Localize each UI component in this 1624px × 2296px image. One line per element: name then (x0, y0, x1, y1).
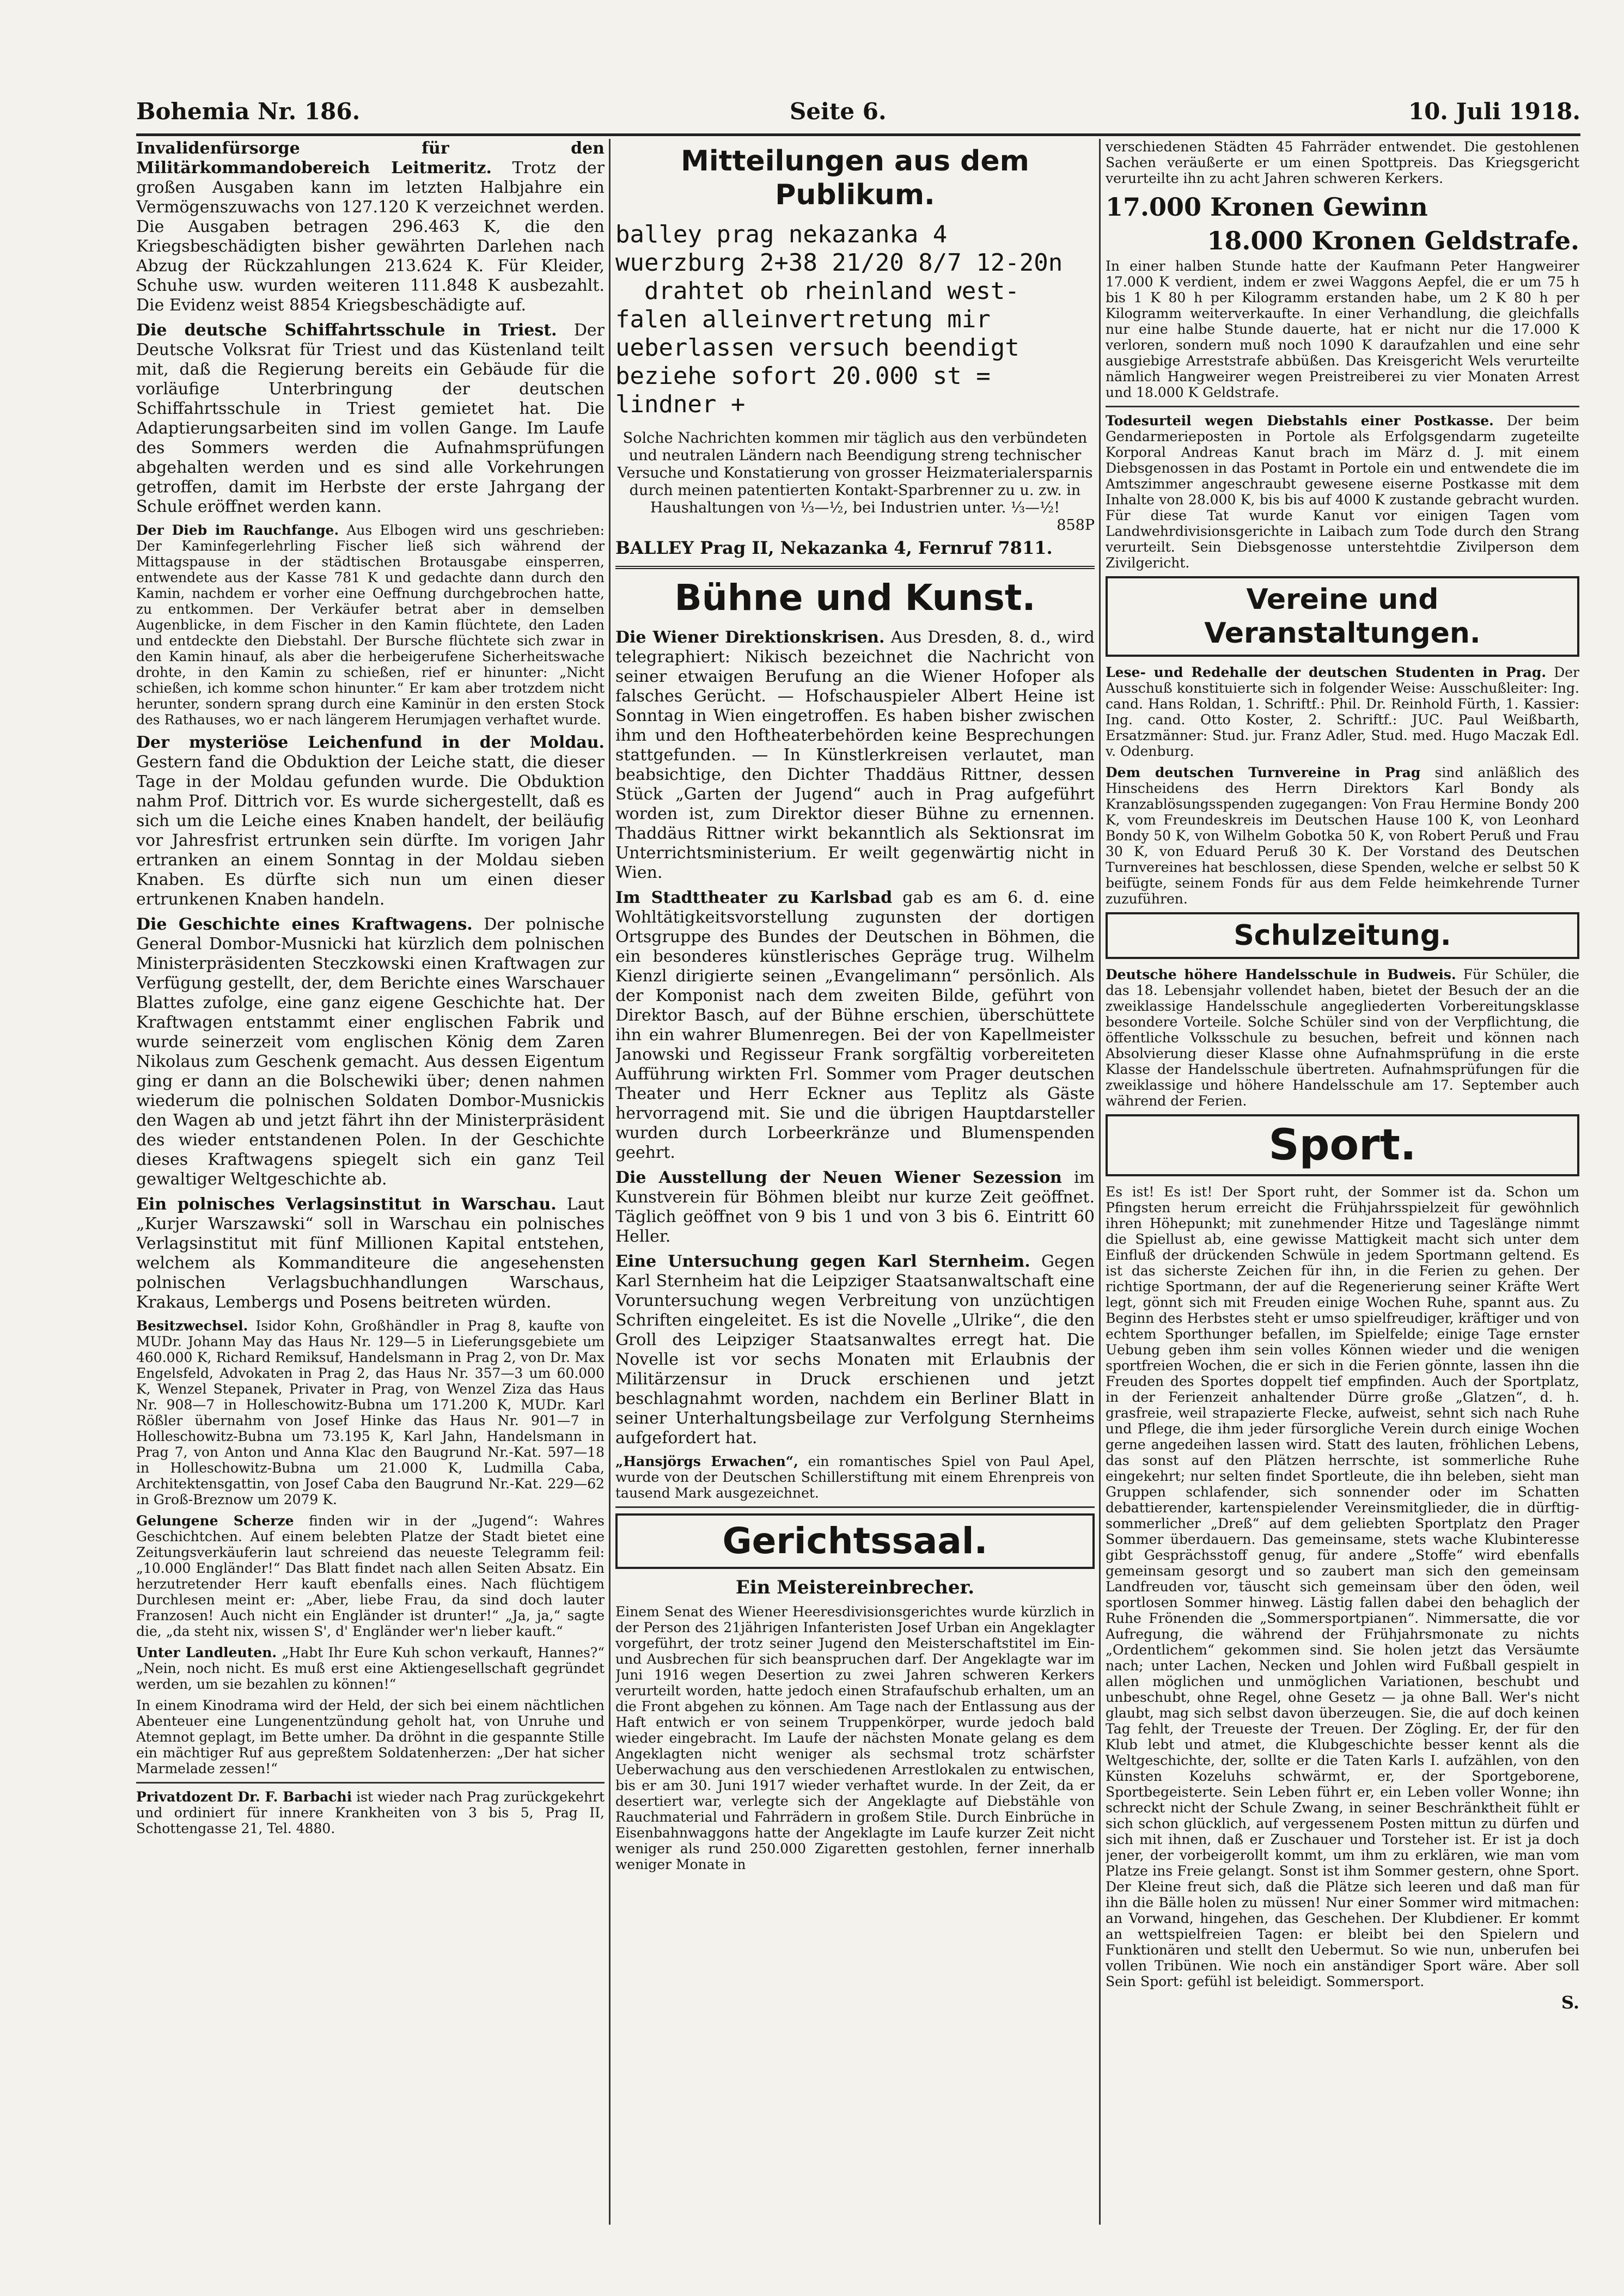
article-leichenfund: Der mysteriöse Leichenfund in der Moldau. Gestern fand die Obduktion der Leiche statt, die dieser Tage in der Moldau gefunden wurde. Die Obduktion nahm Prof. Dittrich vor. Es wurde sichergestellt, daß es sich um die Leiche eines Knaben handelt, der beiläufig vor Jahresfrist ertrunken sein dürfte. Im vorigen Jahr ertranken an einem Sonntag in der Moldau sieben Knaben. Es dürfte sich nun um einen dieser ertrunkenen Knaben handeln. (136, 733, 605, 909)
column-1 (136, 139, 605, 2225)
advertisement (615, 144, 1095, 569)
article-meistereinbrecher-cont: verschiedenen Städten 45 Fahrräder entwendet. Die gestohlenen Sachen veräußerte er um einen Spottpreis. Das Kriegsgericht verurteilte ihn zu acht Jahren schweren Kerkers. (1106, 139, 1579, 186)
article-todesurteil: Todesurteil wegen Diebstahls einer Postkasse. Der beim Gendarmerieposten in Portole als Erfolgsgendarm zugeteilte Korporal Andreas Kanut brach im März d. J. mit einem Diebsgenossen in das Postamt in Portole ein und entwendete die im Amtszimmer angeschraubt gewesene eiserne Postkasse mit dem Inhalte von 28.000 K, bis bis auf 4000 K zustande gebracht wurden. Für diese Tat wurde Kanut vor einigen Tagen vom Landwehrdivisionsgerichte in Laibach zum Tode durch den Strang verurteilt. Sein Diebsgenosse unterstehtdie Zivilperson dem Zivilgericht. (1106, 413, 1579, 571)
article-schiffahrtsschule: Die deutsche Schiffahrtsschule in Triest. Der Deutsche Volksrat für Triest und das Küstenland teilt mit, daß die Regierung bereits ein Gebäude für die vorläufige Unterbringung der deutschen Schiffahrtsschule in Triest gemietet hat. Die Adaptierungsarbeiten sind im vollen Gange. Im Laufe des Sommers werden die Aufnahmsprüfungen abgehalten werden und es sind alle Vorkehrungen getroffen, damit im Herbste der erste Jahrgang der Schule eröffnet werden kann. (136, 321, 605, 516)
divider (136, 1782, 605, 1784)
article-besitzwechsel: Besitzwechsel. Isidor Kohn, Großhändler in Prag 8, kaufte von MUDr. Johann May das Haus Nr. 129—5 in Lieferungsgebiete um 460.000 K, Richard Remiksuf, Handelsmann in Prag 2, von Dr. Max Engelsfeld, Advokaten in Prag 2, das Haus Nr. 357—3 um 60.000 K, Wenzel Stepanek, Privater in Prag, von Wenzel Ziza das Haus Nr. 908—7 in Holleschowitz-Bubna um 171.200 K, MUDr. Karl Rößler übernahm von Josef Hinke das Haus Nr. 901—7 in Holleschowitz-Bubna um 73.195 K, Karl Jahn, Handelsmann in Prag 7, von Anton und Anna Klac den Baugrund Nr.-Kat. 597—18 in Holleschowitz-Bubna um 21.000 K, Ludmilla Caba, Architektensgattin, von Josef Caba den Baugrund Nr.-Kat. 229—62 in Groß-Breznow um 2079 K. (136, 1318, 605, 1507)
ad-code: 858P (1057, 517, 1095, 534)
article-kinodrama: In einem Kinodrama wird der Held, der sich bei einem nächtlichen Abenteuer eine Lungenentzündung geholt hat, von Unruhe und Atemnot geplagt, im Bette umher. Da dröhnt in die gespannte Stille ein mächtiger Ruf aus gepreßtem Soldatenherzen: „Der hat sicher Marmelade zessen!“ (136, 1697, 605, 1776)
article-gewinn: In einer halben Stunde hatte der Kaufmann Peter Hangweirer 17.000 K verdient, indem er zwei Waggons Aepfel, die er um 75 h bis 1 K 80 h per Kilogramm erstanden habe, um 2 K 80 h per Kilogramm weiterverkaufte. In einer Verhandlung, die gleichfalls nur eine halbe Stunde dauerte, hat er nicht nur die 17.000 K verloren, sondern muß noch 1090 K daraufzahlen und eine sehr ausgiebige Arreststrafe abbüßen. Das Kreisgericht Wels verurteilte nämlich Hangweirer wegen Preistreiberei zu vier Monaten Arrest und 18.000 K Geldstrafe. (1106, 258, 1579, 400)
ad-telegram: balley prag nekazanka 4 wuerzburg 2+38 21/20 8/7 12-20n drahtet ob rheinland west- falen alleinvertretung mir ueberlassen versuch beendigt beziehe sofort 20.000 st = lindner + (615, 221, 1063, 418)
section-title-gerichtssaal: Gerichtssaal. (615, 1513, 1095, 1569)
article-verlagsinstitut: Ein polnisches Verlagsinstitut in Warschau. Laut „Kurjer Warszawski“ soll in Warschau ein polnisches Verlagsinstitut mit fünf Millionen Kapital entstehen, welchem als Kommanditeure die angesehensten polnischen Verlagsbuchhandlungen Warschaus, Krakaus, Lembergs und Posens beitreten würden. (136, 1195, 605, 1312)
author-sign: S. (1561, 1992, 1579, 2013)
court-subtitle: Ein Meistereinbrecher. (735, 1577, 975, 1598)
divider (1106, 406, 1579, 407)
ad-footer: BALLEY Prag II, Nekazanka 4, Fernruf 7811. (615, 538, 1053, 558)
article-sport: Es ist! Es ist! Der Sport ruht, der Sommer ist da. Schon um Pfingsten herum erreicht die Frühjahrsspielzeit für gewöhnlich ihren Höhepunkt; mit zunehmender Hitze und Tageslänge nimmt die Spiellust ab, eine gewisse Mattigkeit macht sich unter dem Einfluß der drückenden Schwüle in jedem Sportmann geltend. Es ist das sicherste Zeichen für ihn, in die Ferien zu gehen. Der richtige Sportmann, der auf die Regenerierung seiner Kräfte Wert legt, gönnt sich mit Freuden einige Wochen Ruhe, spannt aus. Zu Beginn des Herbstes steht er umso spielfreudiger, kräftiger und von echtem Sporthunger befallen, im Spielfelde; einige Tage ernster Uebung geben ihm sein volles Können wieder und die wenigen sportfreien Wochen, die er sich in die Ferien gönnte, lassen ihn die Freuden des Sportes doppelt tief empfinden. Auch der Sportplatz, in der Ferienzeit anhaltender Dürre große „Glatzen“, d. h. grasfreie, weil strapazierte Flecke, aufweist, sehnt sich nach Ruhe und Pflege, die ihm jeder fürsorgliche Verein durch einige Wochen gerne angedeihen lassen wird. Statt des lauten, fröhlichen Lebens, das sonst auf den Plätzen herrschte, ist sommerliche Ruhe eingekehrt; nur selten findet Sportleute, die ihn beleben, sieht man Gruppen schlafender, sich sonnender oder im Schatten debattierender, kartenspielender Vereinsmitglieder, die in dürftig-sommerlicher „Dreß“ auf dem geliebten Sportplatz den Prager Sommer überdauern. Das gemeinsame, stets wache Klubinteresse gibt Gesprächsstoff genug, für andere „Stoffe“ wird ebenfalls gemeinsam gesorgt und so zaubert man sich den gemeinsam Landfreuden vor, täuscht sich gemeinsam über den öden, weil sportlosen Sommer hinweg. Lästig fallen dabei den behaglich der Ruhe Frönenden die „Sommersportpianen“. Nimmersatte, die vor Aufregung, die während der Frühjahrsmonate zu nichts „Ordentlichem“ gekommen sind. Sie holen jetzt das Versäumte nach; unter Lachen, Necken und Johlen wird Fußball gespielt in allen möglichen und unmöglichen Variationen, beschubt und unbeschubt, ohne Regel, ohne Gesetz — ja ohne Ball. Wer's nicht glaubt, mag sich selbst davon überzeugen. Sie, die auf doch keinen Tag fehlt, der Treueste der Treuen. Der Zögling. Er, der für den Klub lebt und atmet, die Klubgeschichte besser kennt als die Weltgeschichte, der, sollte er die Taten Karls I. aufzählen, von den Künsten Kozeluhs schwärmt, er, der Sportgeborene, Sportbegeisterte. Sein Leben führt er, ein Leben voller Wonne; ihn schreckt nicht der Schule Zwang, in seiner Beschränktheit fühlt er sich schon glücklich, auf vergessenem Posten mittun zu dürfen und sich mit ihnen, daß er Zuschauer und Torsteher ist. Er ist ja doch jener, der vorbeigerollt kommt, um ihm zu erklären, wie man vom Platze ins Freie gelangt. Sonst ist ihm Sommer gestern, ohne Sport. Der Kleine freut sich, daß die Plätze sich leeren und daß man für ihn die Bälle holen zu müssen! Nur einer Sommer wird mitmachen: an Vorwand, hingehen, das Geschehen. Der Klubdiener. Er kommt an wettspielfreien Tagen: er bleibt bei den Spielern und Funktionären und stellt den Uebermut. So wie nun, unberufen bei vollen Tribünen. Wie noch ein anständiger Sport wäre. Aber soll Sein Sport: gefühl ist beleidigt. Sommersport. (1106, 1184, 1579, 1989)
column-rule-2 (1099, 139, 1101, 2225)
article-privatdozent: Privatdozent Dr. F. Barbachi ist wieder nach Prag zurückgekehrt und ordiniert für innere Krankheiten von 3 bis 5, Prag II, Schottengasse 21, Tel. 4880. (136, 1789, 605, 1836)
column-rule-1 (609, 139, 610, 2225)
header-page: Seite 6. (790, 98, 887, 125)
header-rule (136, 133, 1580, 136)
divider (615, 1506, 1095, 1508)
article-landleute: Unter Landleuten. „Habt Ihr Eure Kuh schon verkauft, Hannes?“ „Nein, noch nicht. Es muß erst eine Aktiengesellschaft gegründet werden, um sie bezahlen zu können!“ (136, 1645, 605, 1692)
article-scherze: Gelungene Scherze finden wir in der „Jugend“: Wahres Geschichtchen. Auf einem belebten Platze der Stadt bietet eine Zeitungsverkäuferin laut schreiend das neueste Telegramm feil: „10.000 Engländer!“ Das Blatt findet nach allen Seiten Absatz. Ein herzutretender Herr kauft ebenfalls eines. Nach flüchtigem Durchlesen meint er: „Aber, liebe Frau, da sind doch lauter Franzosen! Auch nicht ein Engländer ist drunter!“ „Ja, ja,“ sagte die, „da steht nix, wissen S', d' Engländer wer'n lieber kauft.“ (136, 1513, 605, 1639)
ad-note: Solche Nachrichten kommen mir täglich aus den verbündeten und neutralen Ländern nach Beendigung streng technischer Versuche und Konstatierung von grosser Heizmaterialersparnis durch meinen patentierten Kontakt-Sparbrenner zu u. zw. in Haushaltungen von ⅓—½, bei Industrien unter. ⅓—½! (617, 430, 1093, 516)
section-title-sport: Sport. (1106, 1114, 1579, 1176)
gewinn-headline-1: 17.000 Kronen Gewinn (1106, 192, 1428, 222)
section-title-buehne: Bühne und Kunst. (674, 577, 1036, 619)
section-title-schulzeitung: Schulzeitung. (1106, 912, 1579, 959)
article-karlsbad: Im Stadttheater zu Karlsbad gab es am 6. d. eine Wohltätigkeitsvorstellung zugunsten der dortigen Ortsgruppe des Bundes der Deutschen in Böhmen, die ein besonderes künstlerisches Gepräge trug. Wilhelm Kienzl dirigierte seinen „Evangelimann“ persönlich. Als der Komponist nach dem zweiten Bilde, geführt von Direktor Basch, auf der Bühne erschien, überschüttete ihn ein wahrer Blumenregen. Bei der von Kapellmeister Janowski und Regisseur Frank sorgfältig vorbereiteten Aufführung wirkten Frl. Sommer vom Prager deutschen Theater und Herr Eckner aus Teplitz als Gäste hervorragend mit. Sie und die übrigen Hauptdarsteller wurden durch Lorbeerkränze und Blumenspenden geehrt. (615, 888, 1095, 1162)
article-turnverein: Dem deutschen Turnvereine in Prag sind anläßlich des Hinscheidens des Herrn Direktors Karl Bondy als Kranzablösungsspenden zugegangen: Von Frau Hermine Bondy 200 K, vom Freundeskreis im Deutschen Hause 100 K, von Leonhard Bondy 50 K, von Wilhelm Gobotka 50 K, von Robert Peruß und Frau 30 K, von Eduard Peruß 30 K. Der Vorstand des Deutschen Turnvereines hat beschlossen, diese Spenden, welche er selbst 50 K beifügte, seinem Fonds für aus dem Felde heimkehrende Turner zuzuführen. (1106, 765, 1579, 907)
section-title-vereine: Vereine und Veranstaltungen. (1106, 576, 1579, 657)
article-sezession: Die Ausstellung der Neuen Wiener Sezession im Kunstverein für Böhmen bleibt nur kurze Zeit geöffnet. Täglich geöffnet von 9 bis 1 und von 3 bis 6. Eintritt 60 Heller. (615, 1168, 1095, 1246)
article-handelsschule: Deutsche höhere Handelsschule in Budweis. Für Schüler, die das 18. Lebensjahr vollendet haben, bietet der Besuch der an die zweiklassige Handelsschule angegliederten Vorbereitungsklasse besondere Vorteile. Solche Schüler sind von der Verpflichtung, die öffentliche Volksschule zu besuchen, befreit und können nach Absolvierung dieser Klasse ohne Aufnahmsprüfung in die erste Klasse der Handelsschule übertreten. Aufnahmsprüfungen für die zweiklassige und höhere Handelsschule am 17. September auch während der Ferien. (1106, 967, 1579, 1109)
header-issue: Bohemia Nr. 186. (136, 98, 361, 125)
ad-headline: Mitteilungen aus dem Publikum. (681, 145, 1029, 211)
column-2 (615, 139, 1095, 2225)
article-hansjoerg: „Hansjörgs Erwachen“, ein romantisches Spiel von Paul Apel, wurde von der Deutschen Schillerstiftung mit einem Ehrenpreis von tausend Mark ausgezeichnet. (615, 1454, 1095, 1501)
article-lesehalle: Lese- und Redehalle der deutschen Studenten in Prag. Der Ausschuß konstituierte sich in folgender Weise: Ausschußleiter: Ing. cand. Hans Roldan, 1. Schriftf.: Phil. Dr. Reinhold Fürth, 1. Kassier: Ing. cand. Otto Koster, 2. Schriftf.: JUC. Paul Weißbarth, Ersatzmänner: Stud. jur. Franz Adler, Stud. med. Hugo Maczak Edl. v. Odenburg. (1106, 664, 1579, 759)
article-kraftwagen: Die Geschichte eines Kraftwagens. Der polnische General Dombor-Musnicki hat kürzlich dem polnischen Ministerpräsidenten Steczkowski einen Kraftwagen zur Verfügung gestellt, der, dem Berichte eines Warschauer Blattes zufolge, eine ganz eigene Geschichte hat. Der Kraftwagen entstammt einer englischen Fabrik und wurde seinerzeit vom englischen König dem Zaren Nikolaus zum Geschenk gemacht. Aus dessen Eigentum ging er dann an die Bolschewiki über; denen nahmen wiederum die polnischen Soldaten Dombor-Musnickis den Wagen ab und jetzt fährt ihn der Ministerpräsident des wieder entstandenen Polen. In der Geschichte dieses Kraftwagens spiegelt sich ein ganz Teil gewaltiger Weltgeschichte ab. (136, 915, 605, 1189)
article-dieb-rauchfang: Der Dieb im Rauchfange. Aus Elbogen wird uns geschrieben: Der Kaminfegerlehrling Fischer ließ sich während der Mittagspause in der städtischen Brotausgabe einsperren, entwendete aus der Kasse 781 K und gedachte dann durch den Kamin, nachdem er vorher eine Oeffnung durchgebrochen hatte, zu entkommen. Der Verkäufer betrat aber in demselben Augenblicke, in dem Fischer in den Kamin flüchtete, den Laden und entdeckte den Diebstahl. Der Bursche flüchtete sich zwar in den Kamin hinauf, als aber die herbeigerufene Sicherheitswache drohte, in den Kamin zu schießen, rief er hinunter: „Nicht schießen, ich komme schon hinunter.“ Er kam aber trotzdem nicht herunter, sondern sprang durch eine Kaminür in den ersten Stock des Rathauses, wo er nach längerem Herumjagen verhaftet wurde. (136, 522, 605, 728)
page-header (136, 98, 1580, 131)
column-3 (1106, 139, 1579, 2225)
article-direktionskrisen: Die Wiener Direktionskrisen. Aus Dresden, 8. d., wird telegraphiert: Nikisch bezeichnet die Nachricht von seiner etwaigen Berufung an die Wiener Hofoper als falsches Gerücht. — Hofschauspieler Albert Heine ist Sonntag in Wien eingetroffen. Es haben bisher zwischen ihm und den Hoftheaterbehörden keine Besprechungen stattgefunden. — In Künstlerkreisen verlautet, man beabsichtige, den Dichter Thaddäus Rittner, dessen Stück „Garten der Jugend“ auch in Prag aufgeführt worden ist, zum Direktor dieser Bühne zu ernennen. Thaddäus Rittner wirkt bekanntlich als Sektionsrat im Unterrichtsministerium. Er weilt gegenwärtig nicht in Wien. (615, 628, 1095, 882)
gewinn-headline-2: 18.000 Kronen Geldstrafe. (1207, 226, 1579, 255)
article-meistereinbrecher: Einem Senat des Wiener Heeresdivisionsgerichtes wurde kürzlich in der Person des 21jährigen Infanteristen Josef Urban ein Angeklagter vorgeführt, der trotz seiner Jugend den Meisterschaftstitel im Ein- und Ausbrechen für sich beanspruchen darf. Der Angeklagte war im Juni 1916 wegen Desertion zu zwei Jahren schweren Kerkers verurteilt worden, hatte jedoch einen Strafaufschub erhalten, um an die Front abgehen zu können. Am Tage nach der Entlassung aus der Haft entwich er von seinem Truppenkörper, wurde jedoch bald wieder eingebracht. Im Laufe der nächsten Monate gelang es dem Angeklagten nicht weniger als sechsmal trotz schärfster Ueberwachung aus den verschiedenen Arrestlokalen zu entwischen, bis er am 30. Juni 1917 wieder verhaftet wurde. In der Zeit, da er desertiert war, verlegte sich der Angeklagte auf Diebstähle von Rauchmaterial und Fahrrädern in großem Stile. Durch Einbrüche in Eisenbahnwaggons hatte der Angeklagte im Laufe kurzer Zeit nicht weniger als rund 250.000 Zigaretten gestohlen, ferner innerhalb weniger Monate in (615, 1604, 1095, 1872)
article-sternheim: Eine Untersuchung gegen Karl Sternheim. Gegen Karl Sternheim hat die Leipziger Staatsanwaltschaft eine Voruntersuchung wegen Verbreitung von unzüchtigen Schriften eingeleitet. Es ist die Novelle „Ulrike“, die den Groll des Leipziger Staatsanwaltes erregt hat. Die Novelle ist vor sechs Monaten mit Erlaubnis der Militärzensur in Druck erschienen und jetzt beschlagnahmt worden, nachdem ein Berliner Blatt in seiner Unterhaltungsbeilage zur Verfolgung Sternheims aufgefordert hat. (615, 1252, 1095, 1448)
header-date: 10. Juli 1918. (1408, 98, 1580, 125)
article-invalidenfuersorge: Invalidenfürsorge für den Militärkommandobereich Leitmeritz. Trotz der großen Ausgaben kann im letzten Halbjahre ein Vermögenszuwachs von 127.120 K verzeichnet werden. Die Ausgaben betragen 296.463 K, die den Kriegsbeschädigten bisher gewährten Darlehen nach Abzug der Rückzahlungen 213.624 K. Für Kleider, Schuhe usw. wurden weiteren 111.848 K ausbezahlt. Die Evidenz weist 8854 Kriegsbeschädigte auf. (136, 139, 605, 315)
